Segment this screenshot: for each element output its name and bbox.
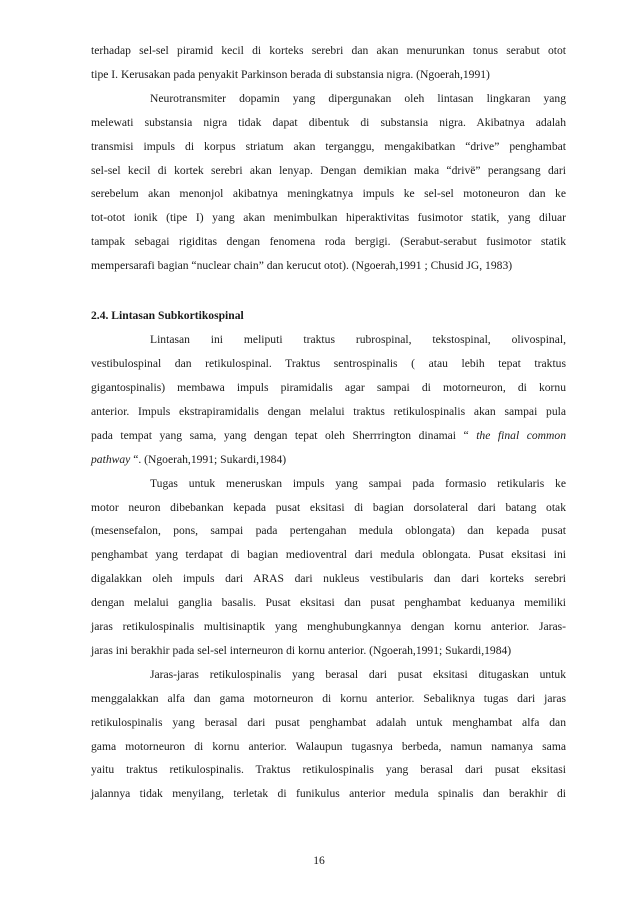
paragraph-2-line: Neurotransmiter dopamin yang dipergunakan oleh lintasan lingkaran yang bbox=[150, 91, 566, 105]
paragraph-3-line: anterior. Impuls ekstrapiramidalis dengan melalui traktus retikulospinalis akan sampai pula bbox=[91, 404, 566, 418]
paragraph-3-tail: “. (Ngoerah,1991; Sukardi,1984) bbox=[130, 452, 287, 466]
paragraph-4-line: (mesensefalon, pons, sampai pada pertengahan medula oblongata) dan kepada pusat bbox=[91, 524, 566, 538]
paragraph-1-line: tipe I. Kerusakan pada penyakit Parkinson berada di substansia nigra. (Ngoerah,1991) bbox=[91, 67, 490, 81]
paragraph-4-line: penghambat yang terdapat di bagian medioventral dari medula oblongata. Pusat eksitasi ini bbox=[91, 548, 566, 562]
paragraph-1-line: terhadap sel-sel piramid kecil di korteks serebri dan akan menurunkan tonus serabut otot bbox=[91, 44, 566, 57]
paragraph-4-line: digalakkan oleh impuls dari ARAS dari nukleus vestibularis dan dari korteks serebri bbox=[91, 572, 566, 586]
paragraph-2-line: serebelum akan menonjol akibatnya meningkatnya impuls ke sel-sel motoneuron dan ke bbox=[91, 187, 566, 201]
paragraph-2-line: sel-sel kecil di kortek serebri akan lenyap. Dengan demikian maka “drivë” perangsang dari bbox=[91, 163, 566, 177]
paragraph-3-italic: the final common bbox=[468, 428, 566, 442]
paragraph-2-line: transmisi impuls di korpus striatum akan terganggu, mengakibatkan “drive” penghambat bbox=[91, 139, 566, 153]
paragraph-5-line: retikulospinalis yang berasal dari pusat penghambat adalah untuk menghambat alfa dan bbox=[91, 715, 566, 729]
paragraph-3-line: vestibulospinal dan retikulospinal. Traktus sentrospinalis ( atau lebih tepat traktus bbox=[91, 357, 566, 371]
paragraph-5-line: menggalakkan alfa dan gama motorneuron di kornu anterior. Sebaliknya tugas dari jaras bbox=[91, 691, 566, 705]
paragraph-3-line: Lintasan ini meliputi traktus rubrospinal, tekstospinal, olivospinal, bbox=[150, 333, 566, 347]
paragraph-5-line: Jaras-jaras retikulospinalis yang berasal dari pusat eksitasi ditugaskan untuk bbox=[150, 667, 566, 681]
paragraph-3-line bbox=[91, 453, 566, 467]
paragraph-4-line: Tugas untuk meneruskan impuls yang sampai pada formasio retikularis ke bbox=[150, 476, 566, 490]
paragraph-3-line: gigantospinalis) membawa impuls piramidalis agar sampai di motorneuron, di kornu bbox=[91, 381, 566, 394]
paragraph-2-line: melewati substansia nigra tidak dapat dibentuk di substansia nigra. Akibatnya adalah bbox=[91, 115, 566, 129]
paragraph-3-italic-2: pathway bbox=[91, 452, 131, 466]
paragraph-4-line: jaras retikulospinalis multisinaptik yang menghubungkannya dengan kornu anterior. Jaras- bbox=[91, 620, 566, 633]
paragraph-4-line: jaras ini berakhir pada sel-sel interneuron di kornu anterior. (Ngoerah,1991; Sukardi,1984) bbox=[91, 643, 512, 657]
paragraph-2-line: tampak sebagai rigiditas dengan fenomena roda bergigi. (Serabut-serabut fusimotor statik bbox=[91, 235, 566, 249]
paragraph-2-line: tot-otot ionik (tipe I) yang akan menimbulkan hiperaktivitas fusimotor statik, yang diluar bbox=[91, 211, 566, 225]
paragraph-4-line: dengan melalui ganglia basalis. Pusat eksitasi dan pusat penghambat keduanya memiliki bbox=[91, 596, 566, 610]
paragraph-4-line: motor neuron dibebankan kepada pusat eksitasi di bagian dorsolateral dari batang otak bbox=[91, 500, 566, 514]
paragraph-3-line bbox=[91, 429, 566, 443]
paragraph-2-line: mempersarafi bagian “nuclear chain” dan kerucut otot). (Ngoerah,1991 ; Chusid JG, 1983) bbox=[91, 259, 513, 273]
section-heading: 2.4. Lintasan Subkortikospinal bbox=[91, 309, 244, 323]
page-number: 16 bbox=[313, 854, 325, 867]
paragraph-3-text: pada tempat yang sama, yang dengan tepat oleh Sherrrington dinamai “ bbox=[91, 428, 469, 442]
paragraph-5-line: yaitu traktus retikulospinalis. Traktus retikulospinalis yang berasal dari pusat eksitasi bbox=[91, 763, 566, 777]
paragraph-5-line: jalannya tidak menyilang, terletak di funikulus anterior medula spinalis dan berakhir di bbox=[91, 787, 566, 801]
paragraph-5-line: gama motorneuron di kornu anterior. Walaupun tugasnya berbeda, namun namanya sama bbox=[91, 739, 566, 753]
